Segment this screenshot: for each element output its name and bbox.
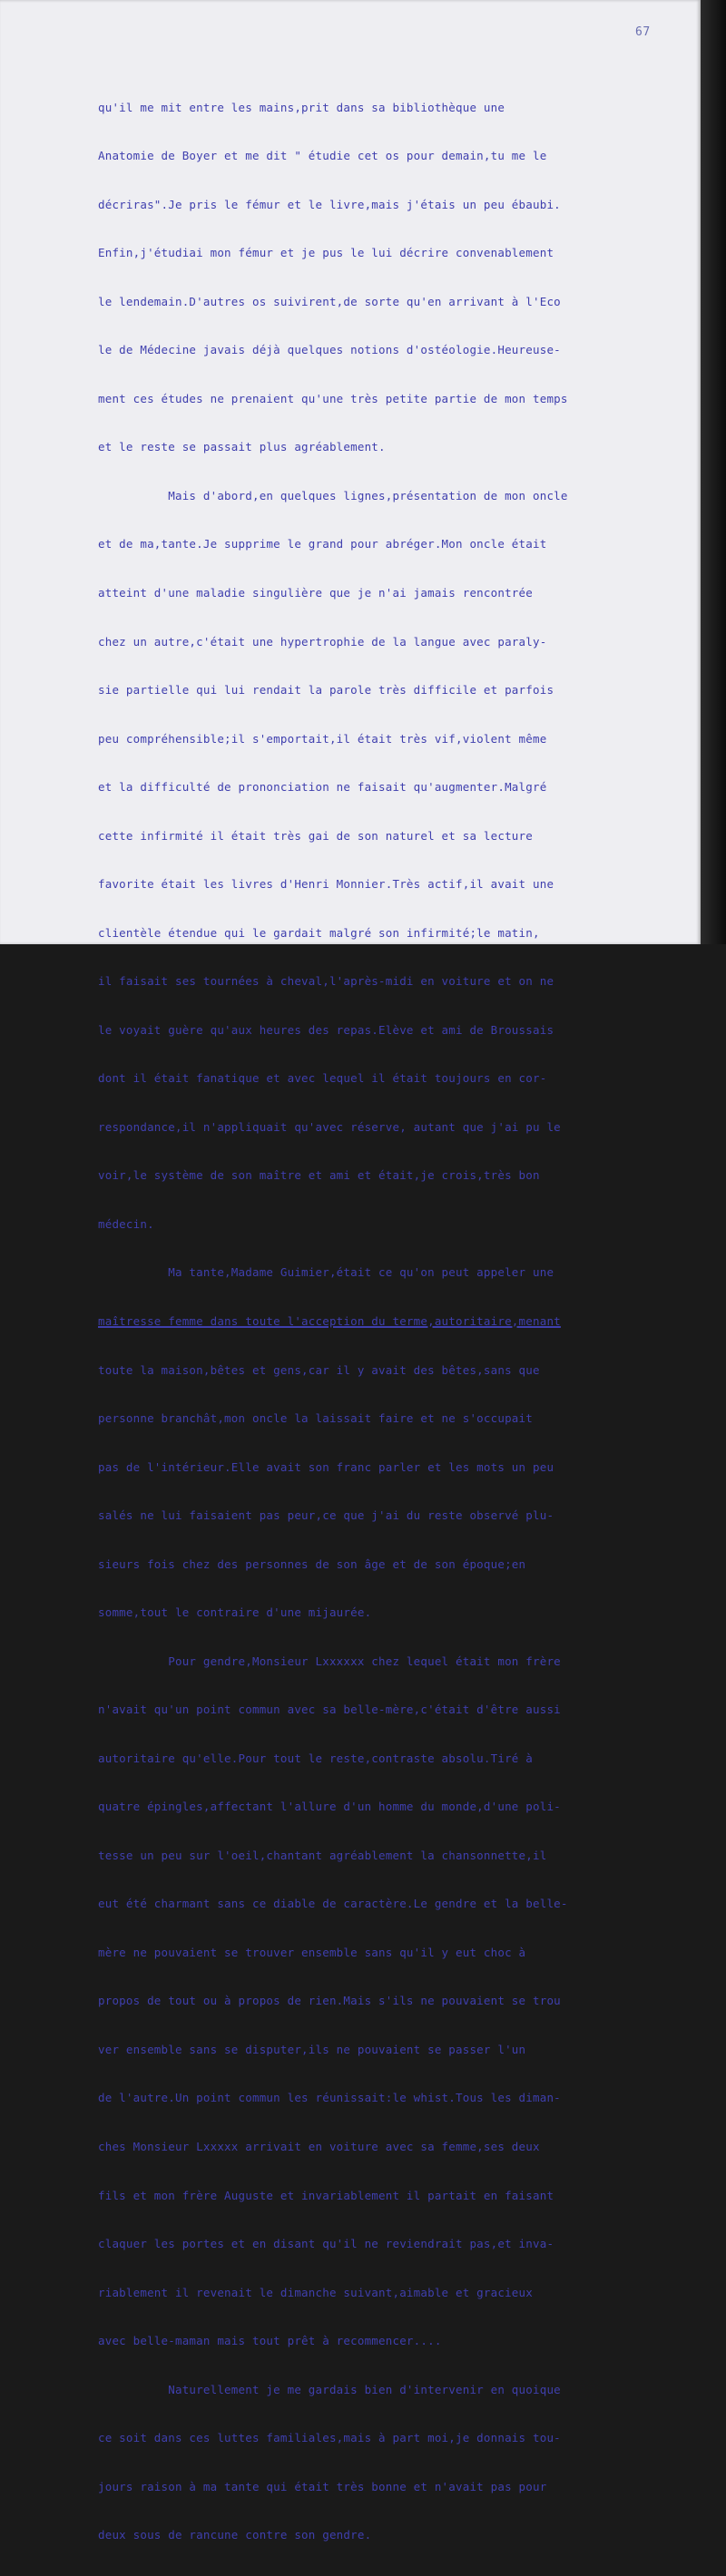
text-line: eut été charmant sans ce diable de caractère.Le gendre et la belle- [98, 1897, 568, 1911]
text-line: chez un autre,c'était une hypertrophie de la langue avec paraly- [98, 634, 547, 649]
text-line: décriras".Je pris le fémur et le livre,mais j'étais un peu ébaubi. [98, 197, 561, 211]
text-line: quatre épingles,affectant l'allure d'un homme du monde,d'une poli- [98, 1800, 561, 1814]
text-line: dont il était fanatique et avec lequel il était toujours en cor- [98, 1071, 547, 1086]
text-line: Ma tante,Madame Guimier,était ce qu'on peut appeler une [98, 1265, 554, 1280]
text-line: sie partielle qui lui rendait la parole très difficile et parfois [98, 683, 554, 698]
text-line: propos de tout ou à propos de rien.Mais s'ils ne pouvaient se trou [98, 1994, 561, 2008]
text-line: ment ces études ne prenaient qu'une très petite partie de mon temps [98, 391, 568, 405]
text-line: Naturellement je me gardais bien d'intervenir en quoique [98, 2382, 561, 2396]
text-line-underlined: maîtresse femme dans toute l'acception du terme,autoritaire,menant [98, 1313, 561, 1328]
text-line: favorite était les livres d'Henri Monnier.Très actif,il avait une [98, 877, 554, 892]
text-line: tesse un peu sur l'oeil,chantant agréablement la chansonnette,il [98, 1848, 547, 1862]
text-line: claquer les portes et en disant qu'il ne reviendrait pas,et inva- [98, 2237, 554, 2251]
text-line: qu'il me mit entre les mains,prit dans sa bibliothèque une [98, 100, 505, 114]
text-line: et la difficulté de prononciation ne faisait qu'augmenter.Malgré [98, 780, 547, 795]
text-line: Anatomie de Boyer et me dit " étudie cet os pour demain,tu me le [98, 149, 547, 163]
text-line: Mais d'abord,en quelques lignes,présentation de mon oncle [98, 488, 568, 503]
text-line: et le reste se passait plus agréablement. [98, 440, 386, 454]
text-line: peu compréhensible;il s'emportait,il était très vif,violent même [98, 731, 547, 746]
text-line: Enfin,j'étudiai mon fémur et je pus le lui décrire convenablement [98, 246, 554, 260]
text-line: fils et mon frère Auguste et invariablement il partait en faisant [98, 2188, 554, 2202]
text-line: personne branchât,mon oncle la laissait faire et ne s'occupait [98, 1411, 533, 1426]
text-line: ches Monsieur Lxxxxx arrivait en voiture avec sa femme,ses deux [98, 2140, 540, 2153]
text-line: le lendemain.D'autres os suivirent,de sorte qu'en arrivant à l'Eco [98, 294, 561, 308]
text-line: voir,le système de son maître et ami et était,je crois,très bon [98, 1168, 540, 1183]
text-line: respondance,il n'appliquait qu'avec réserve, autant que j'ai pu le [98, 1119, 561, 1134]
text-line: autoritaire qu'elle.Pour tout le reste,contraste absolu.Tiré à [98, 1751, 533, 1765]
text-line: et de ma,tante.Je supprime le grand pour abréger.Mon oncle était [98, 537, 547, 551]
text-line: il faisait ses tournées à cheval,l'après-midi en voiture et on ne [98, 974, 554, 989]
scan-border [701, 0, 726, 944]
text-line: avec belle-maman mais tout prêt à recommencer.... [98, 2334, 442, 2348]
text-line: le voyait guère qu'aux heures des repas.Elève et ami de Broussais [98, 1022, 554, 1037]
text-line: mère ne pouvaient se trouver ensemble sans qu'il y eut choc à [98, 1945, 526, 1959]
text-line: le de Médecine javais déjà quelques notions d'ostéologie.Heureuse- [98, 343, 561, 357]
text-line: sieurs fois chez des personnes de son âge et de son époque;en [98, 1556, 526, 1571]
text-line: somme,tout le contraire d'une mijaurée. [98, 1605, 372, 1620]
text-line: pas de l'intérieur.Elle avait son franc parler et les mots un peu [98, 1459, 554, 1474]
text-line: de l'autre.Un point commun les réunissait:le whist.Tous les diman- [98, 2091, 561, 2105]
text-line: salés ne lui faisaient pas peur,ce que j'ai du reste observé plu- [98, 1508, 554, 1523]
text-line: cette infirmité il était très gai de son naturel et sa lecture [98, 828, 533, 843]
text-line: deux sous de rancune contre son gendre. [98, 2528, 372, 2542]
text-line: Pour gendre,Monsieur Lxxxxxx chez lequel était mon frère [98, 1654, 561, 1668]
text-line: clientèle étendue qui le gardait malgré son infirmité;le matin, [98, 925, 540, 940]
text-line: toute la maison,bêtes et gens,car il y avait des bêtes,sans que [98, 1362, 540, 1377]
text-line: atteint d'une maladie singulière que je n'ai jamais rencontrée [98, 586, 533, 600]
text-line: riablement il revenait le dimanche suivant,aimable et gracieux [98, 2285, 533, 2299]
typescript-body [98, 67, 697, 2576]
text-line: médecin. [98, 1216, 154, 1231]
page-number: 67 [635, 25, 651, 39]
text-line: ver ensemble sans se disputer,ils ne pouvaient se passer l'un [98, 2042, 526, 2056]
text-line: ce soit dans ces luttes familiales,mais à part moi,je donnais tou- [98, 2431, 561, 2445]
text-line: jours raison à ma tante qui était très bonne et n'avait pas pour [98, 2479, 547, 2493]
text-line: n'avait qu'un point commun avec sa belle-mère,c'était d'être aussi [98, 1703, 561, 1717]
